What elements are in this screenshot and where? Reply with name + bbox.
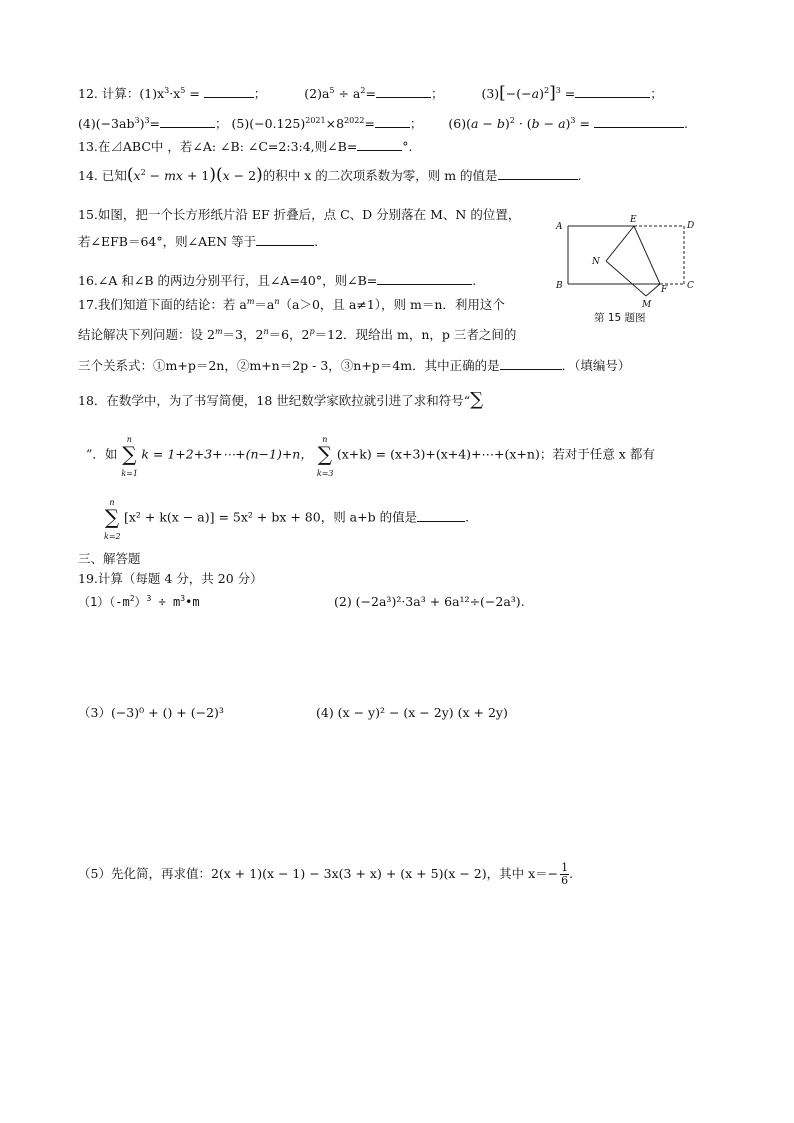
label-C: C: [687, 281, 694, 291]
q15-line2: 若∠EFB＝64°，则∠AEN 等于 .: [78, 234, 319, 249]
q12-part1: (1)x: [139, 86, 165, 101]
answer-blank[interactable]: [357, 138, 402, 151]
sum-symbol: n ∑ k=2: [104, 498, 121, 541]
label-M: M: [642, 300, 652, 310]
q12-line2: $(4)(-3ab^3)^3=$ ； $(5)(-0.125)^{2021}\times 8^{2022}=$ ； $(6)(a - b)^2 \cdot (b - a)^3$ = .: [78, 116, 688, 131]
answer-blank[interactable]: [500, 357, 562, 370]
sum-symbol: n ∑ k=3: [316, 435, 334, 478]
label-N: N: [592, 257, 600, 267]
answer-blank[interactable]: [256, 233, 314, 246]
q19-title: 19.计算（每题 4 分，共 20 分）: [78, 571, 263, 586]
q12-part6: (6): [448, 116, 467, 131]
q19-part4: (4) (x − y)² − (x − 2y) (x + 2y): [316, 705, 508, 720]
q14: 14. 已知($x^2$ − mx + 1)(x − 2)的积中 x 的二次项系数为零，则 m 的值是 .: [78, 165, 582, 185]
label-A: A: [556, 222, 563, 232]
answer-blank[interactable]: [160, 115, 215, 128]
q12-part4: (4)(−3ab: [78, 116, 135, 131]
sum-symbol: n ∑ k=1: [121, 435, 139, 478]
fold-rectangle-figure: [550, 212, 700, 327]
q17-line1: 17.我们知道下面的结论：若 $a^m=a^n(a>0$，且 a≠1），则 m＝n．利用这个: [78, 297, 505, 312]
answer-blank[interactable]: [417, 509, 465, 522]
q12-part2: (2)a: [304, 86, 330, 101]
q12-label: 12. 计算：: [78, 86, 140, 101]
answer-blank[interactable]: [375, 115, 410, 128]
answer-blank[interactable]: [594, 115, 684, 128]
q19-part2: (2) (−2a³)²·3a³ + 6a¹²÷(−2a³).: [334, 594, 525, 609]
q19-part1: $(1)(-m^2)^3$ ÷ $m^3•m$: [78, 594, 200, 609]
q19-part5: （5）先化简，再求值：2(x + 1)(x − 1) − 3x(3 + x) + (x + 5)(x − 2)，其中 x＝− $\frac{1}{6}$ .: [78, 861, 574, 887]
q16: 16.∠A 和∠B 的两边分别平行，且∠A=40°，则∠B= .: [78, 273, 477, 288]
q15-line1: 15.如图，把一个长方形纸片沿 EF 折叠后，点 C、D 分别落在 M、N 的位置，: [78, 207, 521, 222]
q18-line2: ”．如 n ∑ k=1 k = 1+2+3+⋯+(n−1)+n， n ∑ k=3 (x+k) = (x+3)+(x+4)+⋯+(x+n)；若对于任意 x 都有: [86, 435, 655, 478]
figure-caption: 第 15 题图: [594, 312, 646, 324]
q17-line2: 结论解决下列问题：设 $2^m=3$，$2^n=6$，$2^p=12$．现给出 m，n，p 三者之间的: [78, 327, 517, 342]
q12-part3: (3): [481, 86, 500, 101]
answer-blank[interactable]: [204, 85, 254, 98]
answer-blank[interactable]: [376, 85, 431, 98]
label-D: D: [687, 221, 695, 231]
q18-line3: n ∑ k=2 [x² + k(x − a)] = 5x² + bx + 80，则 a+b 的值是 .: [104, 498, 470, 541]
label-F: F: [661, 285, 668, 295]
q18-line1: 18．在数学中，为了书写简便，18 世纪数学家欧拉就引进了求和符号“∑: [78, 389, 484, 410]
q12-line1: 12. 计算：$(1)x^3\cdot x^5$ = ； $(2)a^5 \div a^2=$ ； $(3)[-(-a)^2]^3$ = ；: [78, 83, 663, 103]
answer-blank[interactable]: [377, 272, 472, 285]
fraction: $\frac{1}{6}$: [561, 861, 569, 887]
answer-blank[interactable]: [498, 167, 578, 180]
q17-line3: 三个关系式：①m+p＝2n，②m+n＝2p - 3，③n+p＝4m．其中正确的是 ．（填编号）: [78, 358, 631, 373]
section-title: 三、解答题: [78, 551, 141, 566]
q12-part5: (5): [231, 116, 250, 131]
q19-part3: （3）(−3)⁰ + () + (−2)³: [78, 705, 224, 720]
answer-blank[interactable]: [575, 85, 650, 98]
q13: 13.在⊿ABC中 ，若∠A: ∠B: ∠C=2:3:4,则∠B= °.: [78, 139, 413, 154]
label-B: B: [556, 281, 563, 291]
label-E: E: [630, 215, 637, 225]
